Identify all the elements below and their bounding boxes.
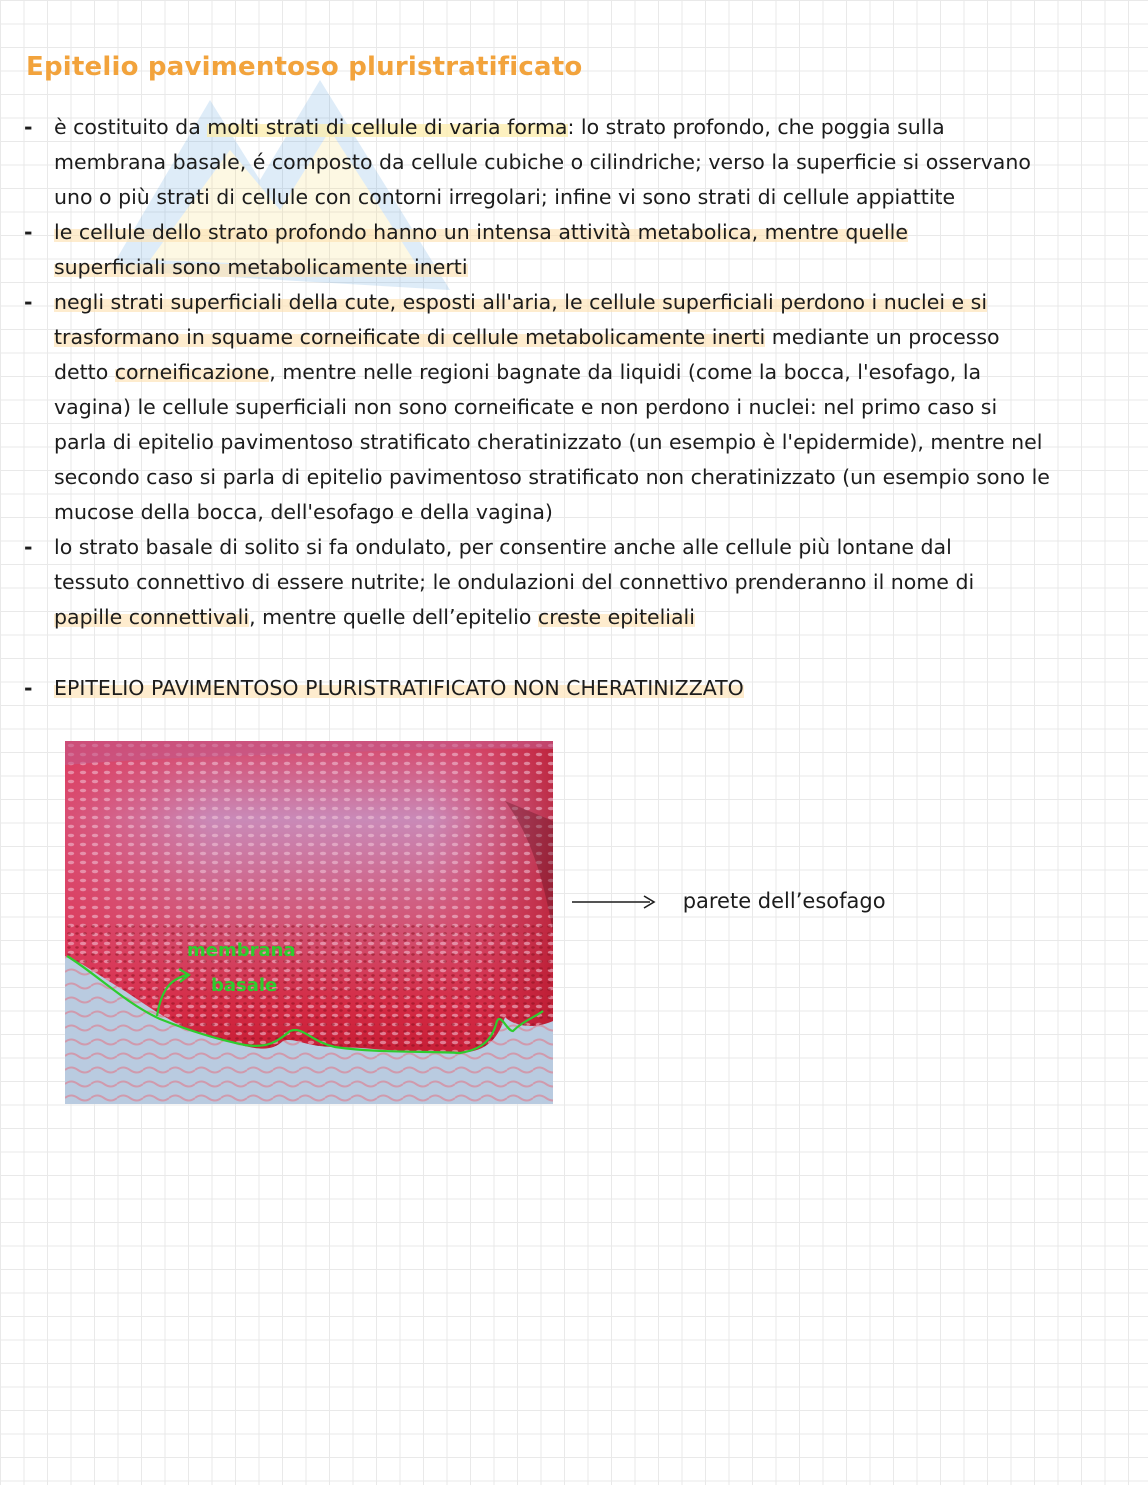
text-line [54, 600, 1124, 635]
right-arrow-icon [572, 892, 658, 912]
text-segment: uno o più strati di cellule con contorni irregolari; infine vi sono strati di cellule appiattite [54, 185, 956, 209]
membrane-label-line1: membrana [187, 940, 296, 961]
section-heading [24, 671, 744, 706]
highlighted-text: corneificazione [114, 360, 270, 384]
section-heading-text: EPITELIO PAVIMENTOSO PLURISTRATIFICATO NON CHERATINIZZATO [54, 676, 744, 700]
histology-image [65, 741, 553, 1104]
text-line [54, 425, 1124, 460]
text-segment: mucose della bocca, dell'esofago e della vagina) [54, 500, 553, 524]
text-segment: , mentre nelle regioni bagnate da liquidi (come la bocca, l'esofago, la [269, 360, 982, 384]
text-line [54, 355, 1124, 390]
text-segment: , mentre quelle dell’epitelio [249, 605, 538, 629]
text-segment: lo strato basale di solito si fa ondulato, per consentire anche alle cellule più lontane dal [54, 535, 952, 559]
text-line [54, 110, 1124, 145]
bullet-item [24, 530, 1124, 635]
highlighted-text: negli strati superficiali della cute, esposti all'aria, le cellule superficiali perdono i nuclei e si [54, 290, 988, 314]
figure-caption [572, 884, 886, 919]
text-line [54, 250, 1124, 285]
text-segment: secondo caso si parla di epitelio pavimentoso stratificato non cheratinizzato (un esempio sono le [54, 465, 1050, 489]
bullet-dash: - [24, 220, 33, 244]
text-line [54, 180, 1124, 215]
bullet-item [24, 285, 1124, 530]
highlighted-text: trasformano in squame corneificate di cellule metabolicamente inerti [54, 325, 766, 349]
text-line [54, 530, 1124, 565]
text-line [54, 565, 1124, 600]
text-line [54, 215, 1124, 250]
text-segment: parla di epitelio pavimentoso stratificato cheratinizzato (un esempio è l'epidermide), mentre nel [54, 430, 1043, 454]
page-title: Epitelio pavimentoso pluristratificato [26, 52, 583, 82]
text-line [54, 495, 1124, 530]
bullet-item [24, 110, 1124, 215]
highlighted-text: molti strati di cellule di varia forma [207, 115, 568, 139]
bullet-dash: - [24, 290, 33, 314]
text-segment: : lo strato profondo, che poggia sulla [567, 115, 945, 139]
highlighted-text: creste epiteliali [537, 605, 695, 629]
highlighted-text: papille connettivali [54, 605, 250, 629]
bullet-dash: - [24, 115, 33, 139]
text-segment: mediante un processo [765, 325, 1000, 349]
highlighted-text: le cellule dello strato profondo hanno un intensa attività metabolica, mentre quelle [54, 220, 908, 244]
text-segment: detto [54, 360, 115, 384]
bullet-dash: - [24, 535, 33, 559]
bullet-list [24, 110, 1124, 635]
text-segment: vagina) le cellule superficiali non sono corneificate e non perdono i nuclei: nel primo caso si [54, 395, 998, 419]
esophagus-tissue-illustration [65, 741, 553, 1104]
text-line [54, 390, 1124, 425]
text-line [54, 285, 1124, 320]
highlighted-text: superficiali sono metabolicamente inerti [54, 255, 468, 279]
text-line [54, 460, 1124, 495]
text-segment: tessuto connettivo di essere nutrite; le ondulazioni del connettivo prenderanno il nome di [54, 570, 975, 594]
text-line [54, 145, 1124, 180]
membrane-label-line2: basale [211, 975, 278, 996]
text-line [54, 320, 1124, 355]
text-segment: è costituito da [54, 115, 208, 139]
text-segment: membrana basale, é composto da cellule cubiche o cilindriche; verso la superficie si osservano [54, 150, 1031, 174]
bullet-item [24, 215, 1124, 285]
caption-text: parete dell’esofago [682, 889, 886, 913]
bullet-dash: - [24, 676, 33, 700]
